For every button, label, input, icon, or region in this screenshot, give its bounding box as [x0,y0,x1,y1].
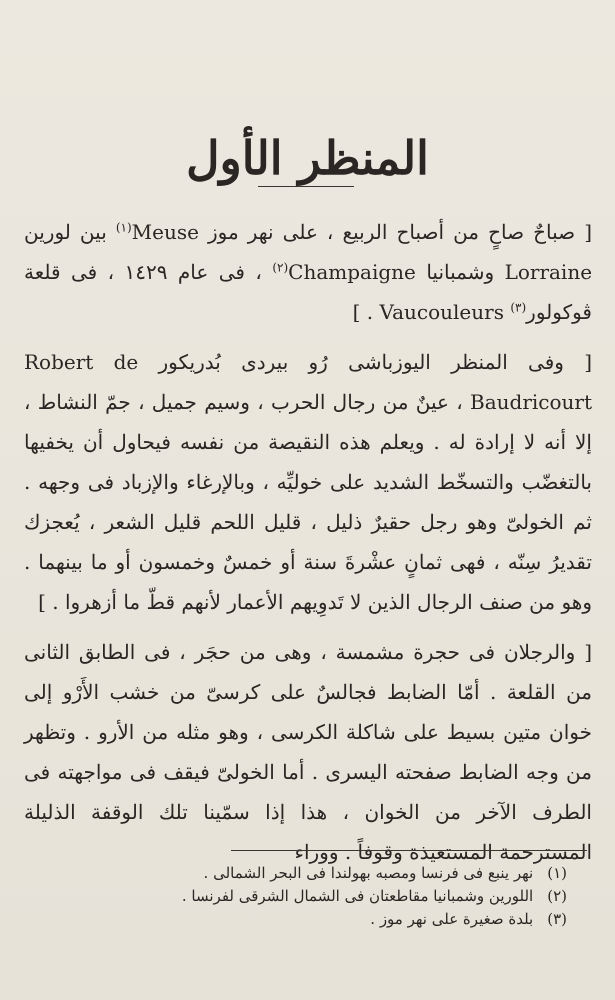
paragraph-characters [24,342,592,622]
footnote-item [147,862,567,885]
text-run: وشمبانيا [426,260,495,284]
footnote-ref: (٣) [510,300,527,315]
text-run: [ صباحٌ صاحٍ من أصباح الربيع ، على نهر موز [208,220,592,244]
footnote-ref: (٢) [272,260,289,275]
footnote-text: اللورين وشمبانيا مقاطعتان فى الشمال الشرقى لفرنسا . [181,887,534,905]
scene-title: المنظر الأول [186,130,429,185]
footnote-text: نهر ينبع فى فرنسا ومصبه بهولندا فى البحر الشمالى . [203,864,534,882]
footnote-item [147,885,567,908]
footnote-item [147,908,567,931]
latin-term: Vaucouleurs [379,300,504,324]
footnote-divider [231,850,587,851]
paragraph-room [24,632,592,872]
text-run: [ وفى المنظر اليوزباشى رُو بيردى بُدريكور [158,350,592,374]
footnote-number: (١) [547,864,567,882]
body-text [24,212,592,872]
latin-term: Robert de Baudricourt [24,350,592,414]
latin-term: Meuse [131,220,199,244]
footnote-text: بلدة صغيرة على نهر موز . [370,910,534,928]
footnotes [147,862,567,931]
footnote-number: (٢) [547,887,567,905]
text-run: بين لورين [24,220,107,244]
latin-term: Champaigne [288,260,416,284]
text-run: ، فى عام ١٤٢٩ ، فى قلعة ڤوكولور [24,260,592,324]
footnote-ref: (١) [115,220,132,235]
latin-term: Lorraine [504,260,593,284]
title-divider [258,186,354,187]
paragraph-setting [24,212,592,332]
text-run: ، عينٌ من رجال الحرب ، وسيم جميل ، جمّ النشاط ، إلا أنه لا إرادة له . ويعلم هذه النقيصة من نفسه فيحاول أن يخفيها بالتغضّب والتسخّط الشديد على خوليِّه ، وبالإرغاء والإزباد فى وجهه . ثم الخولىّ وهو رجل حقيرٌ ذليل ، قليل اللحم قليل الشعر ، يُعجزك تقديرُ سِنّه ، فهى ثمانٍ عشْرةَ سنة أو خمسٌ وخمسون أو ما بينهما . وهو من صنف الرجال الذين لا تَدوِيهم الأعمار لأنهم قطّ ما أزهروا . ] [24,390,592,614]
text-run: . ] [352,300,374,324]
footnote-number: (٣) [547,910,567,928]
text-run: [ والرجلان فى حجرة مشمسة ، وهى من حجَر ، فى الطابق الثانى من القلعة . أمّا الضابط فجالسٌ على كرسىّ من خشب الأَرْو إلى خوان متين بسيط على شاكلة الكرسى ، وهو مثله من الأرو . وتظهر من وجه الضابط صفحته اليسرى . أما الخولىّ فيقف فى مواجهته فى الطرف الآخر من الخوان ، هذا إذا سمّينا تلك الوقفة الذليلة المسترحمة المستعيذة وقوفاً . ووراء [24,640,592,864]
